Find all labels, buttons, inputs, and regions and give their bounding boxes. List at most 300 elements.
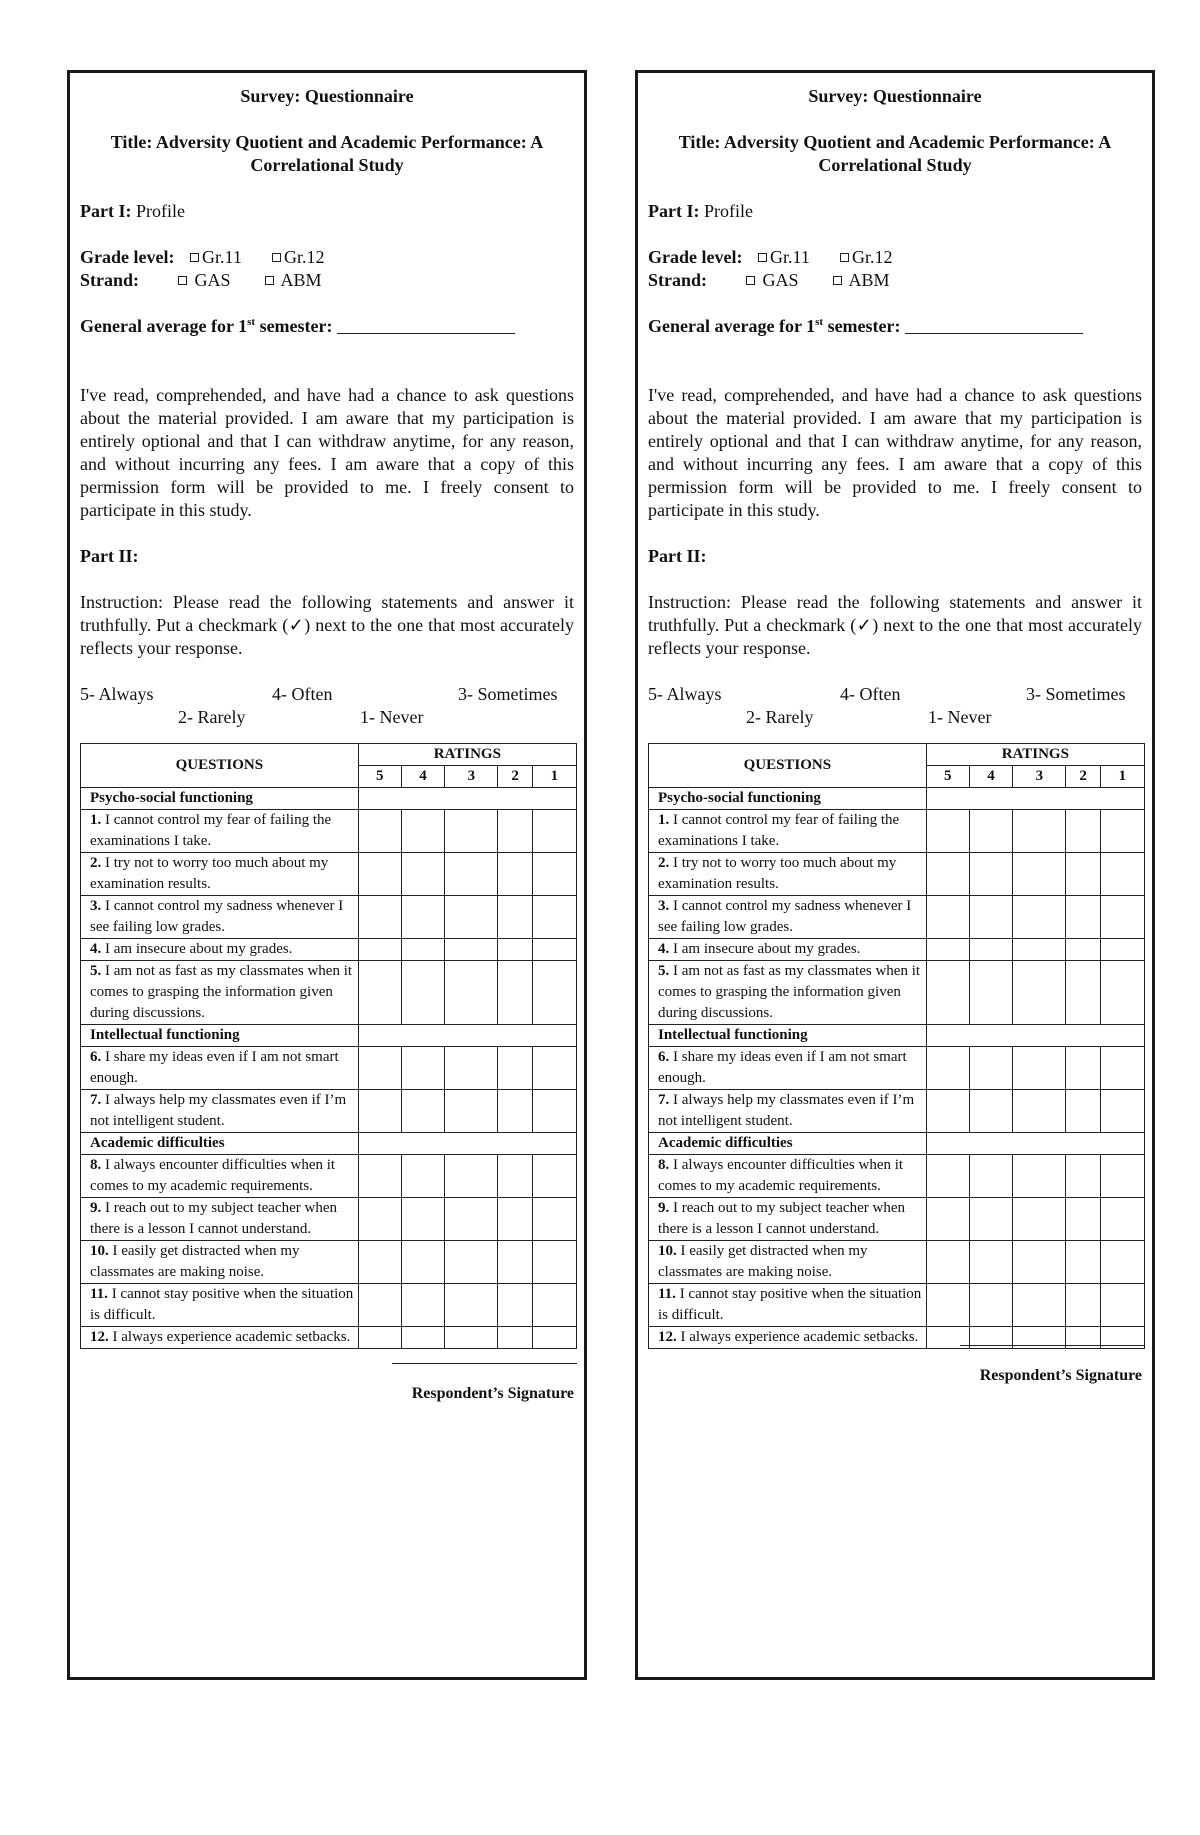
question-cell <box>649 1155 927 1198</box>
general-average-input[interactable] <box>905 317 1083 334</box>
general-average-row: General average for 1st semester: <box>648 315 1142 338</box>
rating-cell[interactable] <box>532 1155 576 1198</box>
question-number: 1. <box>658 812 670 828</box>
rating-cell[interactable] <box>1066 961 1100 1025</box>
question-number: 4. <box>90 941 102 957</box>
question-cell <box>81 1327 359 1349</box>
scale-often: 4- Often <box>840 684 901 704</box>
survey-label: Survey: Questionnaire <box>240 86 414 106</box>
scale-never: 1- Never <box>360 707 424 727</box>
rating-cell[interactable] <box>969 1284 1012 1327</box>
section-title: Intellectual functioning <box>649 1025 927 1047</box>
rating-cell[interactable] <box>532 961 576 1025</box>
rating-cell[interactable] <box>1100 1241 1144 1284</box>
rating-cell[interactable] <box>1066 1198 1100 1241</box>
rating-value-header: 2 <box>1066 766 1100 788</box>
rating-cell[interactable] <box>1100 1198 1144 1241</box>
rating-cell[interactable] <box>969 896 1012 939</box>
table-row <box>81 939 577 961</box>
instruction-text: Instruction: Please read the following statements and answer it truthfully. Put a checkmark (✓) next to the one that most accurately reflects your response. <box>648 592 1142 658</box>
signature-line[interactable] <box>960 1345 1145 1346</box>
rating-cell[interactable] <box>401 939 444 961</box>
question-cell <box>649 1198 927 1241</box>
section-rating-span <box>358 1133 576 1155</box>
section-rating-span <box>926 1025 1144 1047</box>
question-cell <box>81 939 359 961</box>
rating-cell[interactable] <box>401 1155 444 1198</box>
rating-cell[interactable] <box>445 1155 498 1198</box>
rating-cell[interactable] <box>532 1198 576 1241</box>
rating-cell[interactable] <box>358 853 401 896</box>
rating-cell[interactable] <box>532 810 576 853</box>
rating-cell[interactable] <box>498 896 532 939</box>
rating-cell[interactable] <box>445 1198 498 1241</box>
rating-value-header: 3 <box>445 766 498 788</box>
rating-cell[interactable] <box>532 939 576 961</box>
table-row <box>81 810 577 853</box>
instruction-text: Instruction: Please read the following statements and answer it truthfully. Put a checkmark (✓) next to the one that most accurately reflects your response. <box>80 592 574 658</box>
question-text: I share my ideas even if I am not smart enough. <box>90 1049 339 1086</box>
rating-value-header: 2 <box>498 766 532 788</box>
question-cell <box>81 1155 359 1198</box>
section-row <box>81 788 577 810</box>
questions-header: QUESTIONS <box>81 744 359 788</box>
strand-option-gas[interactable]: GAS <box>746 269 799 292</box>
form-content <box>648 83 1142 1349</box>
questionnaire-form-left <box>67 70 587 1680</box>
rating-cell[interactable] <box>926 1090 969 1133</box>
section-title: Psycho-social functioning <box>649 788 927 810</box>
question-text: I am not as fast as my classmates when it comes to grasping the information given during discussions. <box>658 963 921 1021</box>
doc-title-line-2: Correlational Study <box>250 155 404 175</box>
rating-cell[interactable] <box>1066 1284 1100 1327</box>
rating-cell[interactable] <box>1100 939 1144 961</box>
question-text: I am insecure about my grades. <box>105 941 293 957</box>
checkbox-icon[interactable] <box>178 276 187 285</box>
table-row <box>81 1198 577 1241</box>
form-content <box>80 83 574 1349</box>
question-cell <box>81 1198 359 1241</box>
rating-cell[interactable] <box>969 961 1012 1025</box>
rating-value-header: 3 <box>1013 766 1066 788</box>
question-cell <box>81 961 359 1025</box>
rating-cell[interactable] <box>1013 1155 1066 1198</box>
section-title: Academic difficulties <box>649 1133 927 1155</box>
table-row <box>649 939 1145 961</box>
scale-rarely: 2- Rarely <box>746 707 814 727</box>
question-number: 2. <box>658 855 670 871</box>
rating-cell[interactable] <box>401 1090 444 1133</box>
rating-cell[interactable] <box>358 1047 401 1090</box>
question-text: I try not to worry too much about my examination results. <box>90 855 329 892</box>
part1-heading: Part I: Profile <box>648 201 753 221</box>
rating-cell[interactable] <box>1066 1155 1100 1198</box>
table-row <box>649 1155 1145 1198</box>
grade-level-row <box>648 246 1142 269</box>
question-text: I cannot control my fear of failing the examinations I take. <box>658 812 900 849</box>
checkbox-icon[interactable] <box>840 253 849 262</box>
rating-cell[interactable] <box>1066 853 1100 896</box>
question-text: I easily get distracted when my classmates are making noise. <box>90 1243 300 1280</box>
question-cell <box>649 939 927 961</box>
rating-cell[interactable] <box>445 1090 498 1133</box>
checkbox-icon[interactable] <box>833 276 842 285</box>
section-title: Intellectual functioning <box>81 1025 359 1047</box>
question-number: 7. <box>658 1092 670 1108</box>
rating-cell[interactable] <box>926 853 969 896</box>
section-row <box>81 1025 577 1047</box>
checkbox-icon[interactable] <box>272 253 281 262</box>
question-number: 12. <box>90 1329 109 1345</box>
rating-cell[interactable] <box>445 1327 498 1349</box>
table-row <box>649 896 1145 939</box>
signature-line[interactable] <box>392 1363 577 1364</box>
strand-row <box>80 269 574 292</box>
rating-cell[interactable] <box>445 939 498 961</box>
question-number: 6. <box>90 1049 102 1065</box>
rating-cell[interactable] <box>401 1198 444 1241</box>
table-row <box>81 1241 577 1284</box>
checkbox-icon[interactable] <box>190 253 199 262</box>
rating-cell[interactable] <box>358 1090 401 1133</box>
rating-cell[interactable] <box>1013 939 1066 961</box>
consent-text: I've read, comprehended, and have had a chance to ask questions about the material provided. I am aware that my participation is entirely optional and that I can withdraw anytime, for any reason, and without incurring any fees. I am aware that a copy of this permission form will be provided to me. I freely consent to participate in this study. <box>648 385 1142 520</box>
rating-cell[interactable] <box>532 853 576 896</box>
question-text: I easily get distracted when my classmates are making noise. <box>658 1243 868 1280</box>
table-row <box>81 1155 577 1198</box>
scale-never: 1- Never <box>928 707 992 727</box>
question-text: I am not as fast as my classmates when it comes to grasping the information given during discussions. <box>90 963 353 1021</box>
table-row <box>81 1327 577 1349</box>
question-text: I cannot control my sadness whenever I see failing low grades. <box>90 898 344 935</box>
question-cell <box>649 961 927 1025</box>
rating-value-header: 5 <box>358 766 401 788</box>
rating-cell[interactable] <box>401 810 444 853</box>
scale-often: 4- Often <box>272 684 333 704</box>
rating-cell[interactable] <box>532 1090 576 1133</box>
checkbox-icon[interactable] <box>265 276 274 285</box>
question-number: 11. <box>90 1286 108 1302</box>
rating-cell[interactable] <box>926 1284 969 1327</box>
table-row <box>81 1284 577 1327</box>
survey-label: Survey: Questionnaire <box>808 86 982 106</box>
rating-cell[interactable] <box>1066 1241 1100 1284</box>
question-text: I always help my classmates even if I’m not intelligent student. <box>658 1092 915 1129</box>
rating-cell[interactable] <box>358 1284 401 1327</box>
question-cell <box>81 810 359 853</box>
question-text: I cannot control my sadness whenever I see failing low grades. <box>658 898 912 935</box>
rating-cell[interactable] <box>1100 1047 1144 1090</box>
table-row <box>649 810 1145 853</box>
strand-option-abm[interactable]: ABM <box>265 269 322 292</box>
scale-always: 5- Always <box>80 684 154 704</box>
question-text: I try not to worry too much about my examination results. <box>658 855 897 892</box>
question-number: 1. <box>90 812 102 828</box>
rating-cell[interactable] <box>926 1198 969 1241</box>
question-cell <box>649 1284 927 1327</box>
rating-cell[interactable] <box>1066 1090 1100 1133</box>
rating-cell[interactable] <box>1100 810 1144 853</box>
rating-cell[interactable] <box>532 1241 576 1284</box>
table-row <box>81 961 577 1025</box>
grade-option-12[interactable]: Gr.12 <box>272 246 325 269</box>
rating-cell[interactable] <box>445 810 498 853</box>
questionnaire-table <box>648 743 1145 1349</box>
rating-cell[interactable] <box>969 1090 1012 1133</box>
rating-cell[interactable] <box>1100 896 1144 939</box>
table-row <box>81 896 577 939</box>
rating-cell[interactable] <box>498 853 532 896</box>
questions-header: QUESTIONS <box>649 744 927 788</box>
rating-cell[interactable] <box>498 939 532 961</box>
question-number: 12. <box>658 1329 677 1345</box>
rating-cell[interactable] <box>532 1327 576 1349</box>
question-text: I always help my classmates even if I’m not intelligent student. <box>90 1092 347 1129</box>
rating-cell[interactable] <box>498 1155 532 1198</box>
question-number: 8. <box>90 1157 102 1173</box>
questions-body <box>81 788 577 1349</box>
rating-cell[interactable] <box>445 1047 498 1090</box>
rating-cell[interactable] <box>498 1241 532 1284</box>
table-row <box>649 1284 1145 1327</box>
scale-sometimes: 3- Sometimes <box>1026 684 1126 704</box>
question-cell <box>81 1047 359 1090</box>
questionnaire-form-right <box>635 70 1155 1680</box>
question-number: 9. <box>90 1200 102 1216</box>
rating-cell[interactable] <box>401 1327 444 1349</box>
grade-option-11[interactable]: Gr.11 <box>758 246 810 269</box>
rating-cell[interactable] <box>532 1284 576 1327</box>
rating-cell[interactable] <box>445 961 498 1025</box>
rating-cell[interactable] <box>358 1155 401 1198</box>
rating-cell[interactable] <box>969 1241 1012 1284</box>
rating-cell[interactable] <box>1013 853 1066 896</box>
rating-cell[interactable] <box>498 1198 532 1241</box>
section-title: Psycho-social functioning <box>81 788 359 810</box>
rating-cell[interactable] <box>969 853 1012 896</box>
question-cell <box>649 1327 927 1349</box>
section-rating-span <box>358 788 576 810</box>
question-number: 5. <box>90 963 102 979</box>
rating-cell[interactable] <box>401 896 444 939</box>
doc-title-line-2: Correlational Study <box>818 155 972 175</box>
scale-sometimes: 3- Sometimes <box>458 684 558 704</box>
question-number: 3. <box>90 898 102 914</box>
rating-value-header: 1 <box>1100 766 1144 788</box>
rating-cell[interactable] <box>926 896 969 939</box>
question-text: I reach out to my subject teacher when there is a lesson I cannot understand. <box>90 1200 337 1237</box>
rating-cell[interactable] <box>926 1155 969 1198</box>
question-text: I cannot stay positive when the situation is difficult. <box>90 1286 354 1323</box>
rating-value-header: 4 <box>401 766 444 788</box>
rating-cell[interactable] <box>498 810 532 853</box>
checkbox-icon[interactable] <box>746 276 755 285</box>
section-row <box>649 788 1145 810</box>
grade-level-label: Grade level: <box>648 247 743 267</box>
questions-body <box>649 788 1145 1349</box>
scale-rarely: 2- Rarely <box>178 707 246 727</box>
strand-label: Strand: <box>648 270 708 290</box>
question-text: I always experience academic setbacks. <box>680 1329 919 1345</box>
rating-cell[interactable] <box>926 961 969 1025</box>
rating-cell[interactable] <box>1100 1155 1144 1198</box>
section-title: Academic difficulties <box>81 1133 359 1155</box>
rating-cell[interactable] <box>1013 1198 1066 1241</box>
question-cell <box>81 1090 359 1133</box>
question-number: 3. <box>658 898 670 914</box>
strand-label: Strand: <box>80 270 140 290</box>
signature-label: Respondent’s Signature <box>411 1385 574 1402</box>
general-average-input[interactable] <box>337 317 515 334</box>
rating-cell[interactable] <box>1066 810 1100 853</box>
checkbox-icon[interactable] <box>758 253 767 262</box>
rating-cell[interactable] <box>401 961 444 1025</box>
ratings-header: RATINGS <box>926 744 1144 766</box>
table-row <box>649 853 1145 896</box>
question-number: 9. <box>658 1200 670 1216</box>
question-number: 4. <box>658 941 670 957</box>
scale-always: 5- Always <box>648 684 722 704</box>
question-cell <box>649 896 927 939</box>
doc-title-line-1: Title: Adversity Quotient and Academic Performance: A <box>110 132 544 152</box>
question-cell <box>649 853 927 896</box>
table-row <box>649 1198 1145 1241</box>
question-cell <box>81 1241 359 1284</box>
rating-cell[interactable] <box>445 1241 498 1284</box>
table-row <box>81 1047 577 1090</box>
rating-cell[interactable] <box>358 810 401 853</box>
rating-cell[interactable] <box>445 1284 498 1327</box>
strand-option-gas[interactable]: GAS <box>178 269 231 292</box>
rating-cell[interactable] <box>498 1327 532 1349</box>
rating-cell[interactable] <box>1100 1090 1144 1133</box>
part1-heading: Part I: Profile <box>80 201 185 221</box>
rating-cell[interactable] <box>1066 896 1100 939</box>
rating-cell[interactable] <box>401 1284 444 1327</box>
rating-cell[interactable] <box>969 1155 1012 1198</box>
rating-cell[interactable] <box>1013 896 1066 939</box>
general-average-row: General average for 1st semester: <box>80 315 574 338</box>
rating-cell[interactable] <box>358 939 401 961</box>
rating-cell[interactable] <box>498 1047 532 1090</box>
consent-text: I've read, comprehended, and have had a chance to ask questions about the material provided. I am aware that my participation is entirely optional and that I can withdraw anytime, for any reason, and without incurring any fees. I am aware that a copy of this permission form will be provided to me. I freely consent to participate in this study. <box>80 385 574 520</box>
rating-cell[interactable] <box>1100 1284 1144 1327</box>
rating-cell[interactable] <box>358 961 401 1025</box>
question-number: 8. <box>658 1157 670 1173</box>
table-row <box>81 1090 577 1133</box>
section-row <box>81 1133 577 1155</box>
question-cell <box>649 1241 927 1284</box>
rating-cell[interactable] <box>401 853 444 896</box>
question-text: I reach out to my subject teacher when there is a lesson I cannot understand. <box>658 1200 905 1237</box>
rating-cell[interactable] <box>1013 1090 1066 1133</box>
rating-cell[interactable] <box>358 1198 401 1241</box>
ratings-header: RATINGS <box>358 744 576 766</box>
grade-level-row <box>80 246 574 269</box>
section-rating-span <box>926 1133 1144 1155</box>
section-rating-span <box>926 788 1144 810</box>
grade-option-12[interactable]: Gr.12 <box>840 246 893 269</box>
question-text: I cannot stay positive when the situation is difficult. <box>658 1286 922 1323</box>
rating-cell[interactable] <box>1100 853 1144 896</box>
table-row <box>81 853 577 896</box>
rating-cell[interactable] <box>926 939 969 961</box>
rating-cell[interactable] <box>445 853 498 896</box>
section-row <box>649 1133 1145 1155</box>
question-cell <box>649 1047 927 1090</box>
rating-cell[interactable] <box>1066 1047 1100 1090</box>
grade-level-label: Grade level: <box>80 247 175 267</box>
rating-value-header: 4 <box>969 766 1012 788</box>
rating-cell[interactable] <box>926 1241 969 1284</box>
question-text: I always encounter difficulties when it comes to my academic requirements. <box>90 1157 336 1194</box>
question-text: I am insecure about my grades. <box>673 941 861 957</box>
part2-heading: Part II: <box>80 546 139 566</box>
rating-cell[interactable] <box>969 810 1012 853</box>
question-number: 7. <box>90 1092 102 1108</box>
rating-scale-legend <box>648 683 1142 729</box>
rating-cell[interactable] <box>969 939 1012 961</box>
rating-cell[interactable] <box>358 896 401 939</box>
doc-title-line-1: Title: Adversity Quotient and Academic Performance: A <box>678 132 1112 152</box>
rating-cell[interactable] <box>401 1047 444 1090</box>
rating-cell[interactable] <box>926 810 969 853</box>
strand-option-abm[interactable]: ABM <box>833 269 890 292</box>
rating-value-header: 1 <box>532 766 576 788</box>
rating-cell[interactable] <box>1100 961 1144 1025</box>
table-row <box>649 961 1145 1025</box>
rating-cell[interactable] <box>1013 810 1066 853</box>
question-number: 2. <box>90 855 102 871</box>
rating-cell[interactable] <box>969 1047 1012 1090</box>
rating-cell[interactable] <box>358 1241 401 1284</box>
grade-option-11[interactable]: Gr.11 <box>190 246 242 269</box>
rating-cell[interactable] <box>926 1047 969 1090</box>
question-text: I always encounter difficulties when it comes to my academic requirements. <box>658 1157 904 1194</box>
question-cell <box>649 1090 927 1133</box>
part2-heading: Part II: <box>648 546 707 566</box>
table-row <box>649 1090 1145 1133</box>
rating-cell[interactable] <box>358 1327 401 1349</box>
rating-cell[interactable] <box>1066 939 1100 961</box>
rating-cell[interactable] <box>1013 961 1066 1025</box>
rating-cell[interactable] <box>498 961 532 1025</box>
rating-cell[interactable] <box>498 1284 532 1327</box>
rating-cell[interactable] <box>498 1090 532 1133</box>
question-text: I cannot control my fear of failing the examinations I take. <box>90 812 332 849</box>
rating-cell[interactable] <box>532 896 576 939</box>
rating-cell[interactable] <box>532 1047 576 1090</box>
question-number: 10. <box>658 1243 677 1259</box>
table-row <box>649 1241 1145 1284</box>
rating-cell[interactable] <box>445 896 498 939</box>
question-number: 11. <box>658 1286 676 1302</box>
section-row <box>649 1025 1145 1047</box>
rating-cell[interactable] <box>1013 1284 1066 1327</box>
signature-label: Respondent’s Signature <box>979 1367 1142 1384</box>
section-rating-span <box>358 1025 576 1047</box>
rating-cell[interactable] <box>1013 1047 1066 1090</box>
question-cell <box>649 810 927 853</box>
rating-cell[interactable] <box>401 1241 444 1284</box>
rating-cell[interactable] <box>969 1198 1012 1241</box>
rating-cell[interactable] <box>1013 1241 1066 1284</box>
question-text: I share my ideas even if I am not smart enough. <box>658 1049 907 1086</box>
question-number: 10. <box>90 1243 109 1259</box>
questionnaire-table <box>80 743 577 1349</box>
question-number: 5. <box>658 963 670 979</box>
strand-row <box>648 269 1142 292</box>
